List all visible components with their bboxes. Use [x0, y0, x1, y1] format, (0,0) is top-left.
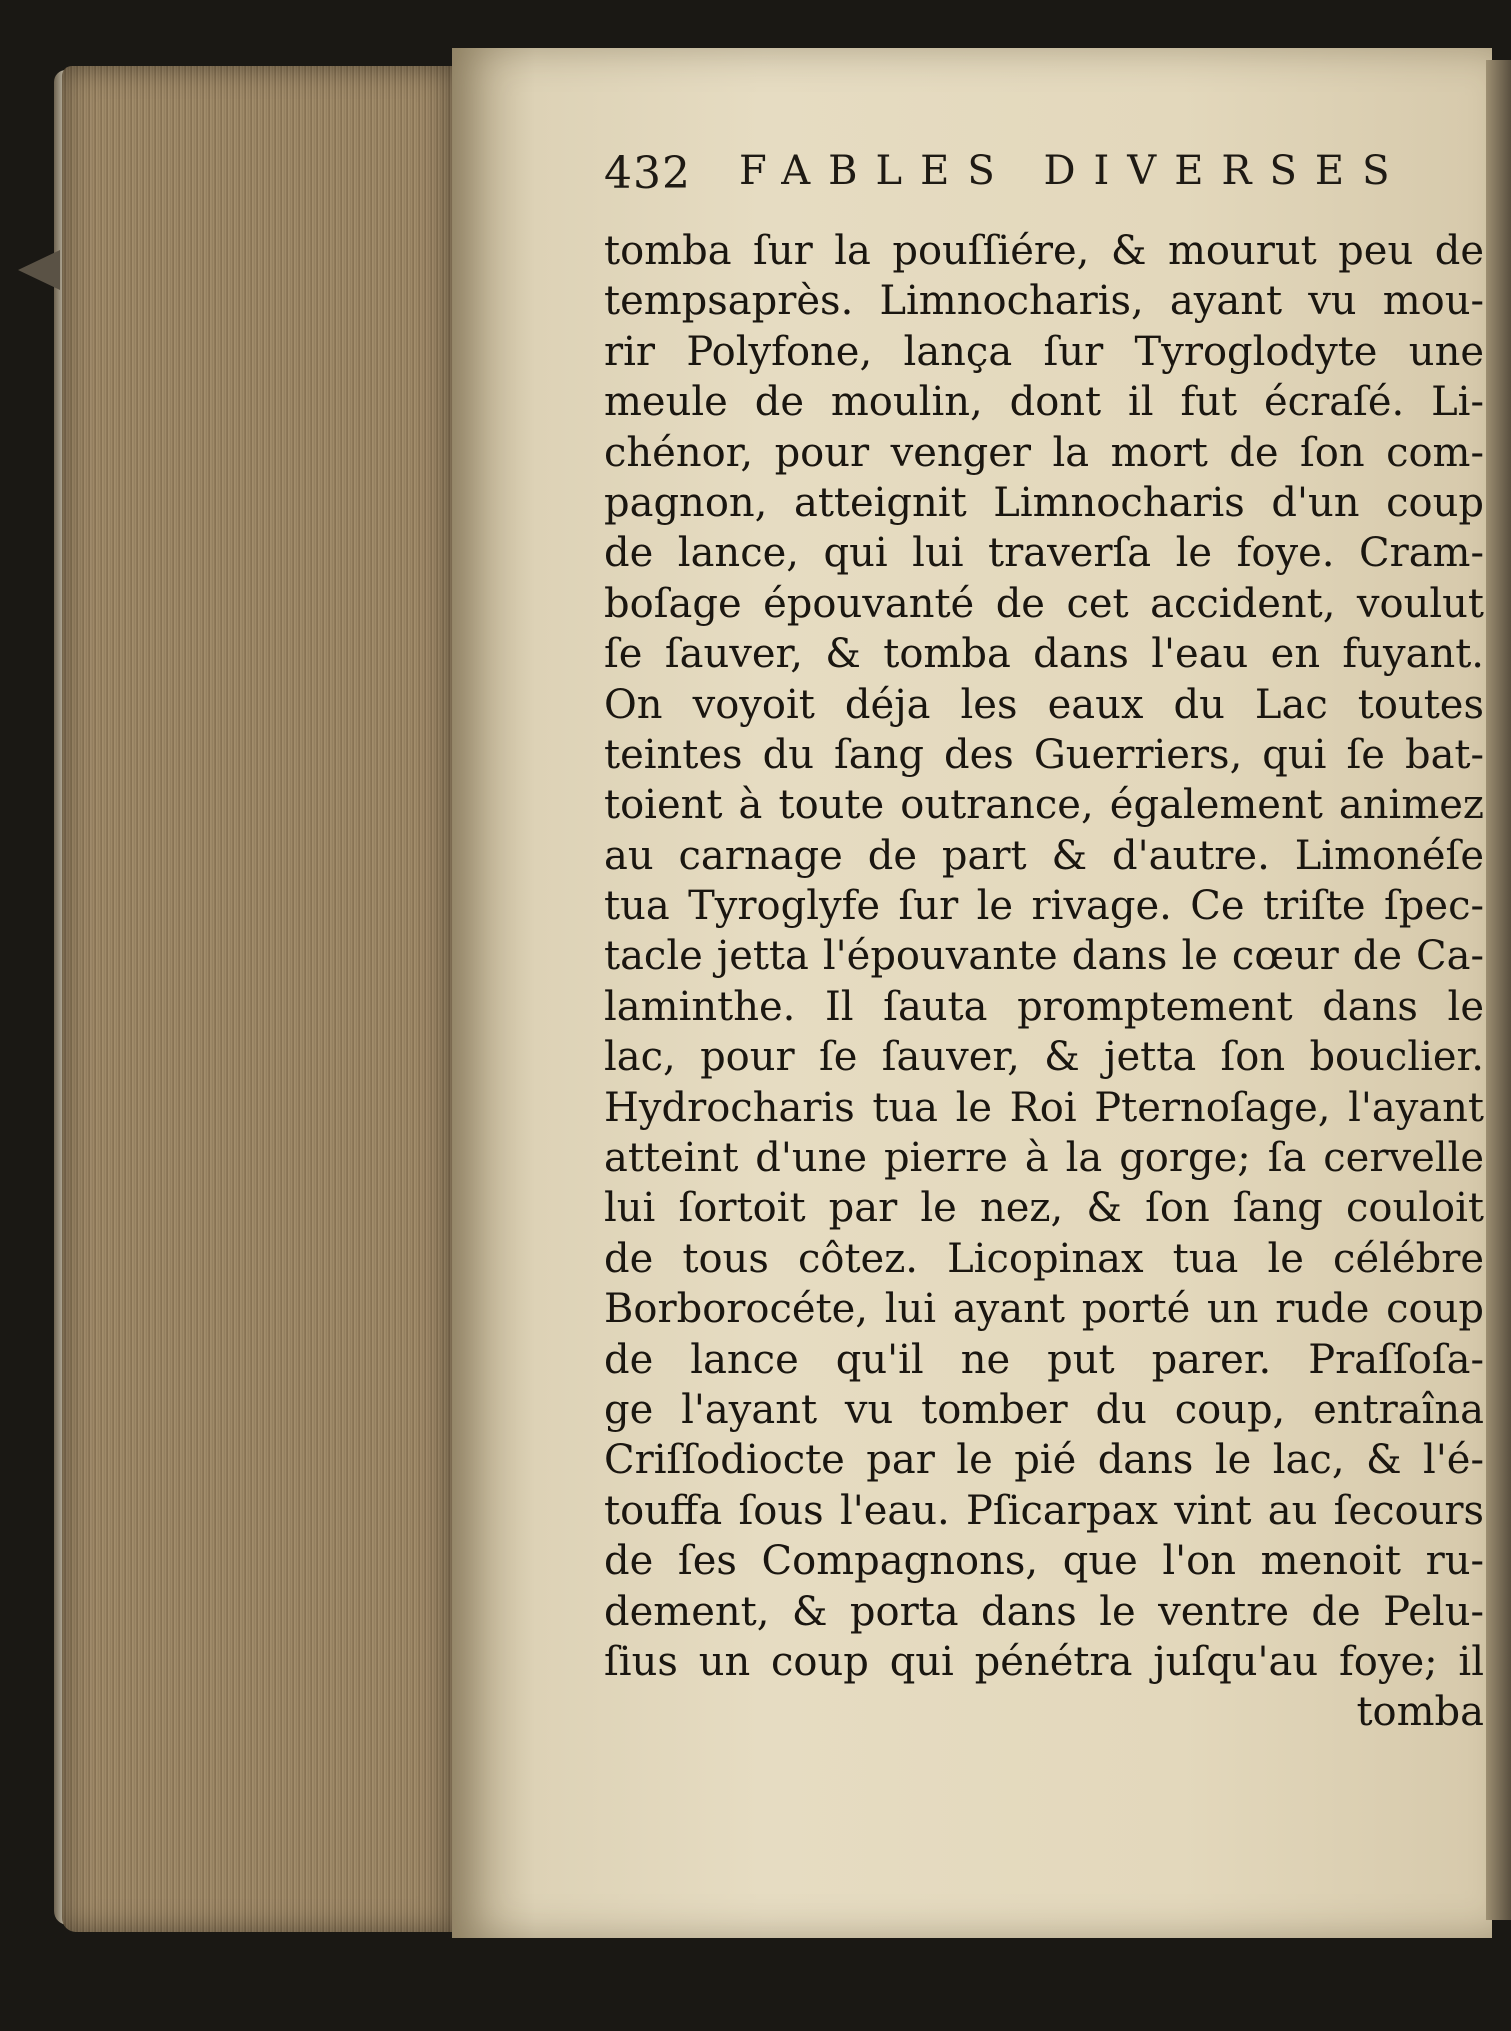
- book-page: [452, 48, 1492, 1938]
- text-line: Hydrocharis tua le Roi Pternoſage, l'ayant: [604, 1084, 1484, 1131]
- text-line: tomba ſur la pouſſiére, & mourut peu de: [604, 228, 1484, 274]
- text-line: On voyoit déja les eaux du Lac toutes: [604, 681, 1484, 728]
- text-line: lui ſortoit par le nez, & ſon ſang couloit: [604, 1185, 1484, 1232]
- text-line: ſe ſauver, & tomba dans l'eau en fuyant.: [604, 631, 1484, 678]
- text-line: meule de moulin, dont il fut écraſé. Li-: [604, 379, 1484, 426]
- text-line: Borborocéte, lui ayant porté un rude coup: [604, 1286, 1484, 1333]
- text-line: de tous côtez. Licopinax tua le célébre: [604, 1235, 1484, 1282]
- text-line: au carnage de part & d'autre. Limonéſe: [604, 832, 1484, 879]
- text-line: laminthe. Il ſauta promptement dans le: [604, 983, 1484, 1030]
- text-line: de lance qu'il ne put parer. Praſſoſa-: [604, 1336, 1484, 1383]
- catchword: tomba: [1356, 1689, 1484, 1736]
- text-line: lac, pour ſe ſauver, & jetta ſon bouclier.: [604, 1034, 1484, 1081]
- text-line: pagnon, atteignit Limnocharis d'un coup: [604, 479, 1484, 526]
- text-line: dement, & porta dans le ventre de Pelu-: [604, 1588, 1484, 1635]
- text-line: ſius un coup qui pénétra juſqu'au foye; il: [604, 1638, 1484, 1685]
- running-head: [604, 144, 1484, 210]
- text-line: rir Polyfone, lança ſur Tyroglodyte une: [604, 328, 1484, 375]
- text-line: tua Tyroglyfe ſur le rivage. Ce triſte ſpec-: [604, 883, 1484, 930]
- text-line: tempsaprès. Limnocharis, ayant vu mou-: [604, 278, 1484, 325]
- text-line: chénor, pour venger la mort de ſon com-: [604, 429, 1484, 476]
- facing-page-edge: [1486, 60, 1511, 1920]
- text-line: touffa ſous l'eau. Pſicarpax vint au ſecours: [604, 1487, 1484, 1534]
- header-title: FABLES DIVERSES: [739, 148, 1408, 194]
- text-line: de ſes Compagnons, que l'on menoit ru-: [604, 1538, 1484, 1585]
- text-line: teintes du ſang des Guerriers, qui ſe bat-: [604, 731, 1484, 778]
- page-edges: [62, 66, 452, 1932]
- text-line: toient à toute outrance, également animez: [604, 782, 1484, 829]
- text-line: boſage épouvanté de cet accident, voulut: [604, 580, 1484, 627]
- text-line: Criſſodiocte par le pié dans le lac, & l'é-: [604, 1437, 1484, 1484]
- text-line: atteint d'une pierre à la gorge; ſa cervelle: [604, 1135, 1484, 1182]
- text-line: de lance, qui lui traverſa le foye. Cram-: [604, 530, 1484, 577]
- text-line: tacle jetta l'épouvante dans le cœur de Ca-: [604, 933, 1484, 980]
- page-number: 432: [604, 148, 691, 199]
- text-line: ge l'ayant vu tomber du coup, entraîna: [604, 1386, 1484, 1433]
- body-text: [604, 226, 1484, 1738]
